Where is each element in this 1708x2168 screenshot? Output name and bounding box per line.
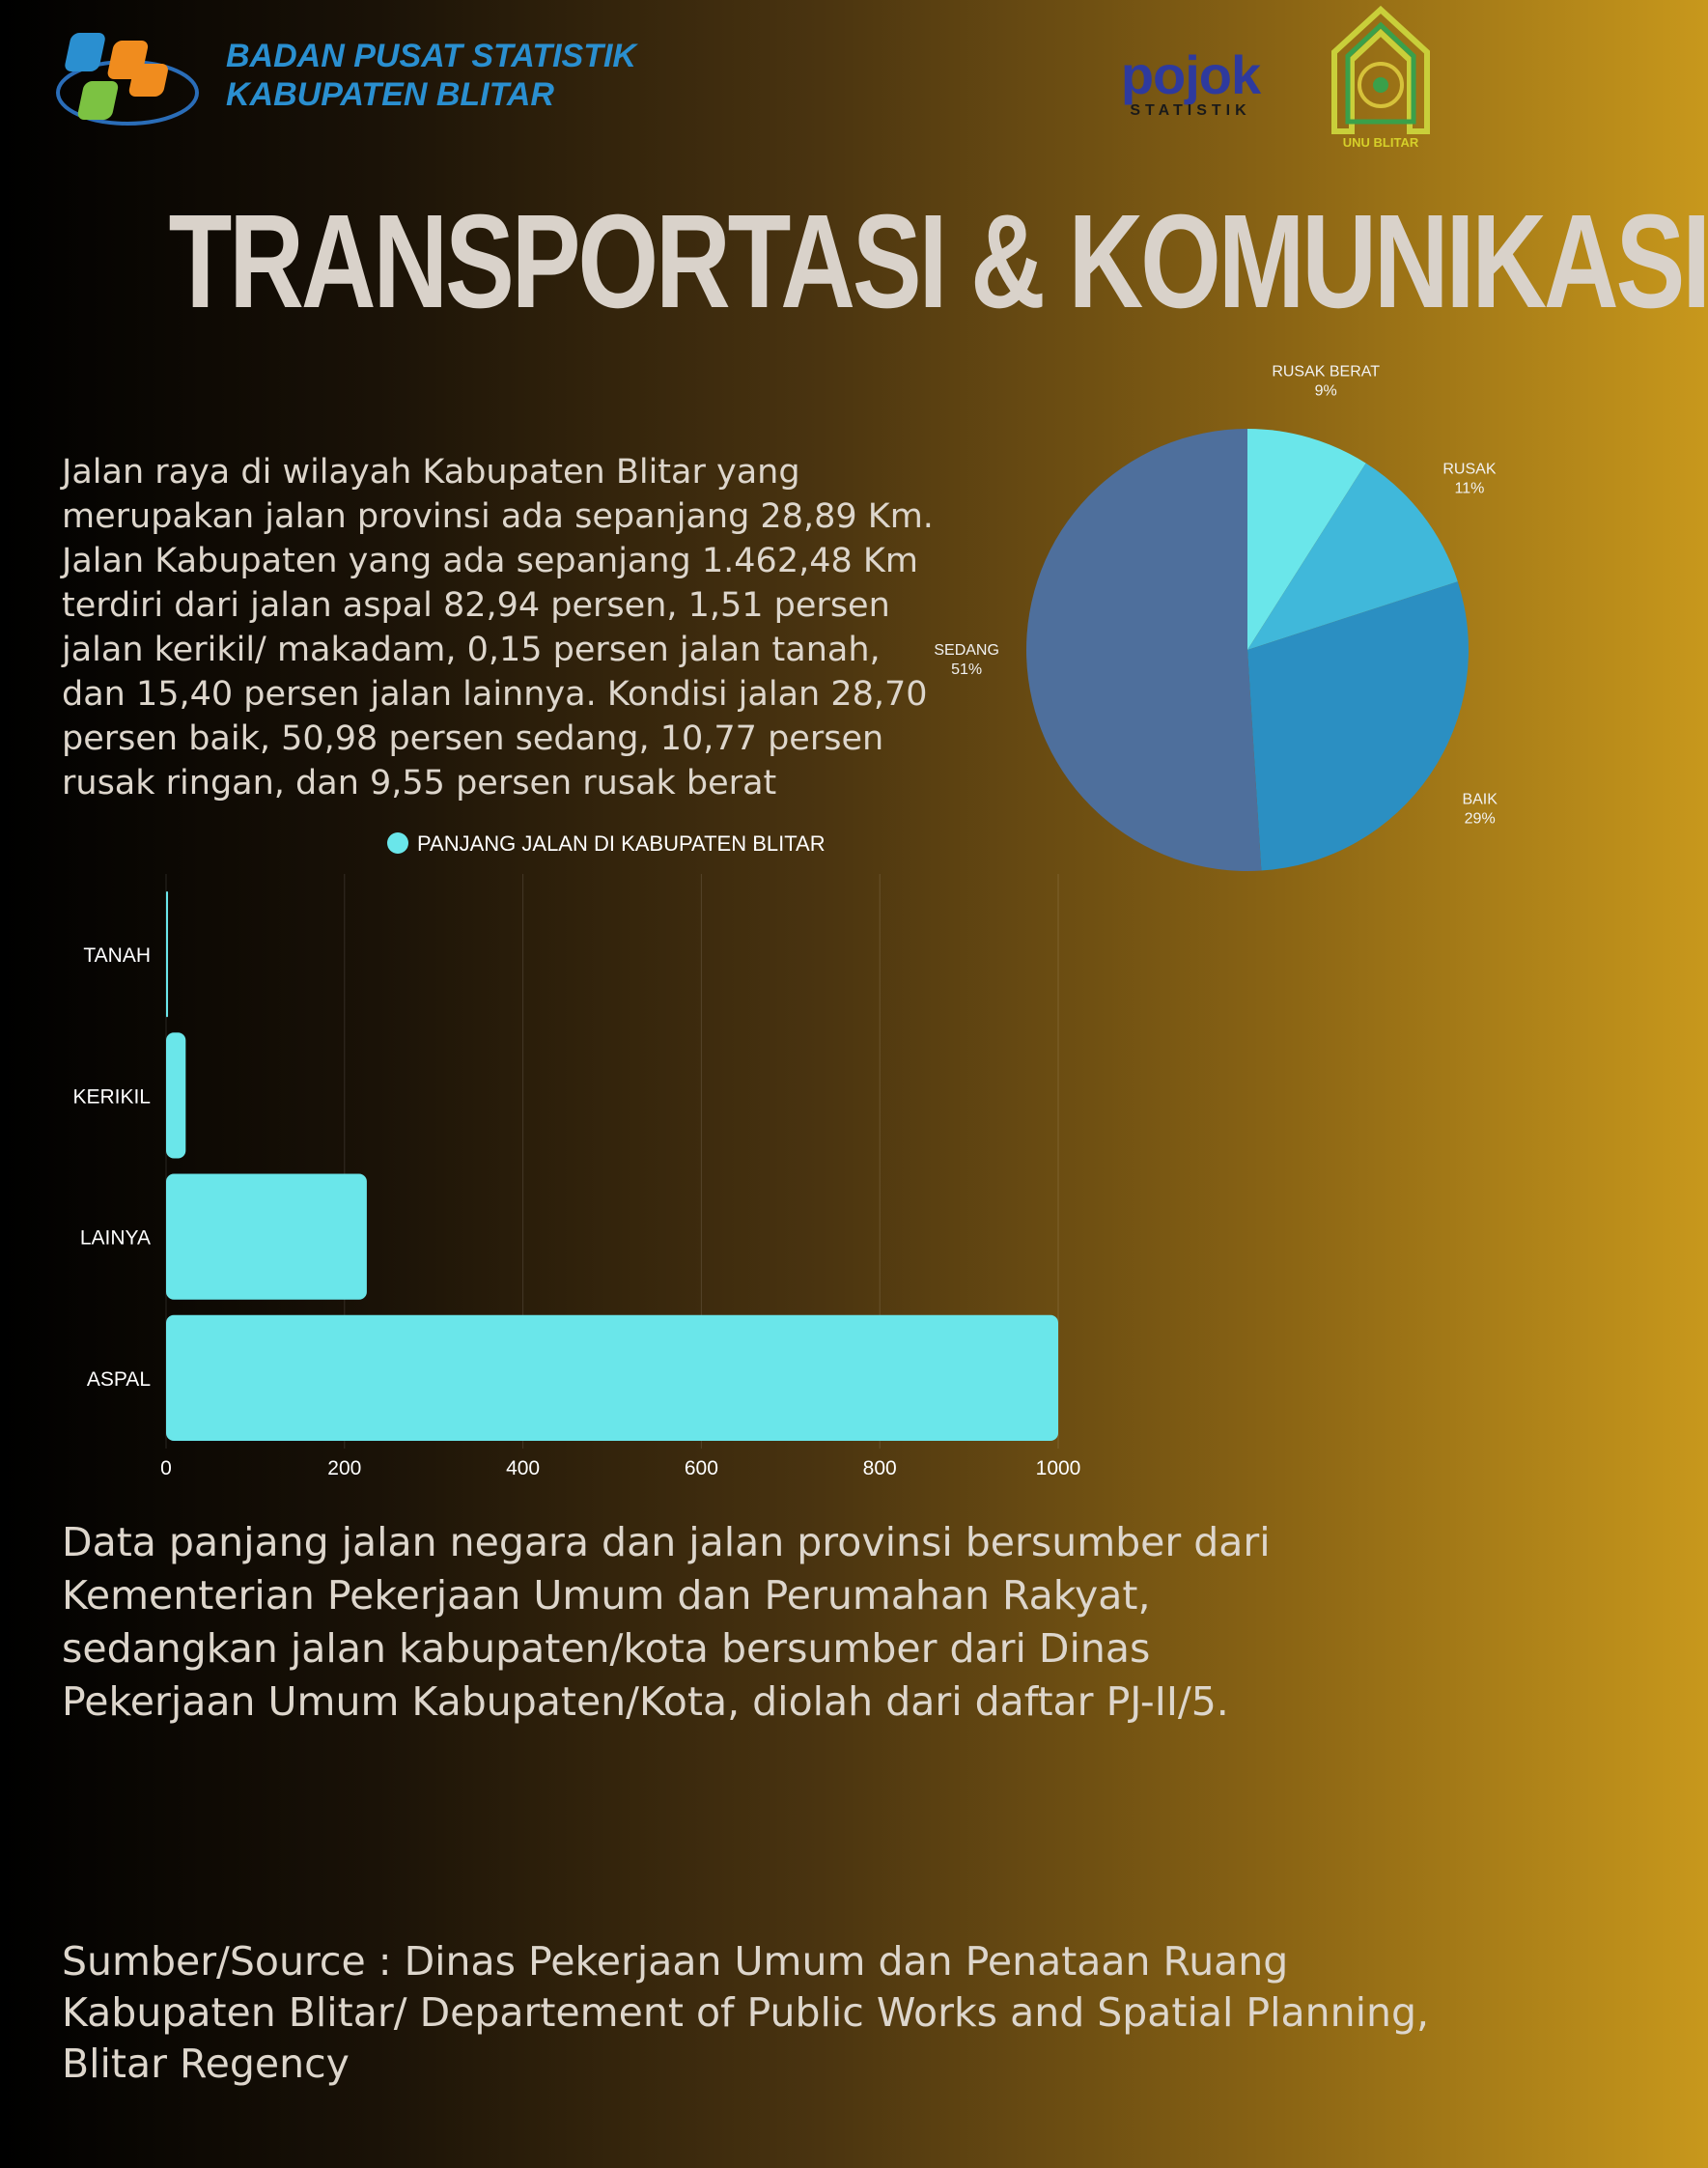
- bar-tanah: [166, 891, 168, 1017]
- x-tick-label: 0: [160, 1457, 172, 1479]
- unu-blitar-logo: [1313, 4, 1448, 155]
- pie-percent-label: 11%: [1454, 480, 1485, 497]
- pie-percent-label: 9%: [1314, 382, 1337, 400]
- source-paragraph: Sumber/Source : Dinas Pekerjaan Umum dan Penataan Ruang Kabupaten Blitar/ Departement of Public Works and Spatial Planning, Blitar Regency: [62, 1938, 1430, 2087]
- y-category-label: KERIKIL: [72, 1085, 151, 1109]
- data-note-paragraph: Data panjang jalan negara dan jalan provinsi bersumber dari Kementerian Pekerjaan Umum dan Perumahan Rakyat, sedangkan jalan kabupaten/kota bersumber dari Dinas Pekerjaan Umum Kabupaten/Kota, diolah dari daftar PJ-II/5.: [62, 1519, 1271, 1725]
- pie-label: SEDANG: [934, 642, 999, 660]
- unu-emblem-icon: [1313, 4, 1448, 139]
- x-tick-label: 400: [506, 1457, 541, 1479]
- y-category-label: TANAH: [83, 944, 151, 968]
- pie-label: BAIK: [1462, 791, 1498, 808]
- pie-percent-label: 29%: [1464, 810, 1496, 828]
- y-category-label: LAINYA: [79, 1226, 151, 1250]
- bar-kerikil: [166, 1032, 185, 1158]
- legend-marker: [387, 832, 408, 854]
- road-length-bar-chart: [0, 821, 1159, 1487]
- agency-line-2: KABUPATEN BLITAR: [226, 76, 554, 113]
- unu-label: UNU BLITAR: [1342, 135, 1419, 150]
- pojok-wordmark: pojok: [1120, 44, 1261, 105]
- agency-name: [226, 37, 636, 114]
- pie-percent-label: 51%: [951, 662, 983, 679]
- bps-logo: [54, 25, 201, 131]
- page-title: TRANSPORTASI & KOMUNIKASI: [168, 187, 1708, 336]
- pie-label: RUSAK BERAT: [1272, 363, 1381, 380]
- x-tick-label: 800: [862, 1457, 897, 1479]
- pie-slice-sedang: [1026, 429, 1261, 871]
- pojok-statistik-logo: [1108, 46, 1273, 129]
- bar-lainya: [166, 1174, 367, 1300]
- x-tick-label: 200: [327, 1457, 362, 1479]
- y-category-label: ASPAL: [86, 1367, 151, 1391]
- legend-label: PANJANG JALAN DI KABUPATEN BLITAR: [417, 831, 826, 856]
- bar-aspal: [166, 1315, 1058, 1441]
- pie-label: RUSAK: [1442, 461, 1497, 478]
- x-tick-label: 600: [684, 1457, 718, 1479]
- intro-paragraph: Jalan raya di wilayah Kabupaten Blitar yang merupakan jalan provinsi ada sepanjang 28,89 Km. Jalan Kabupaten yang ada sepanjang 1.462,48 Km terdiri dari jalan aspal 82,94 persen, 1,51 persen jalan kerikil/ makadam, 0,15 persen jalan tanah, dan 15,40 persen jalan lainnya. Kondisi jalan 28,70 persen baik, 50,98 persen sedang, 10,77 persen rusak ringan, dan 9,55 persen rusak berat: [62, 453, 934, 802]
- agency-line-1: BADAN PUSAT STATISTIK: [226, 38, 636, 74]
- x-tick-label: 1000: [1035, 1457, 1081, 1479]
- road-condition-pie-chart: [927, 363, 1506, 879]
- pojok-subtitle: STATISTIK: [1130, 102, 1251, 119]
